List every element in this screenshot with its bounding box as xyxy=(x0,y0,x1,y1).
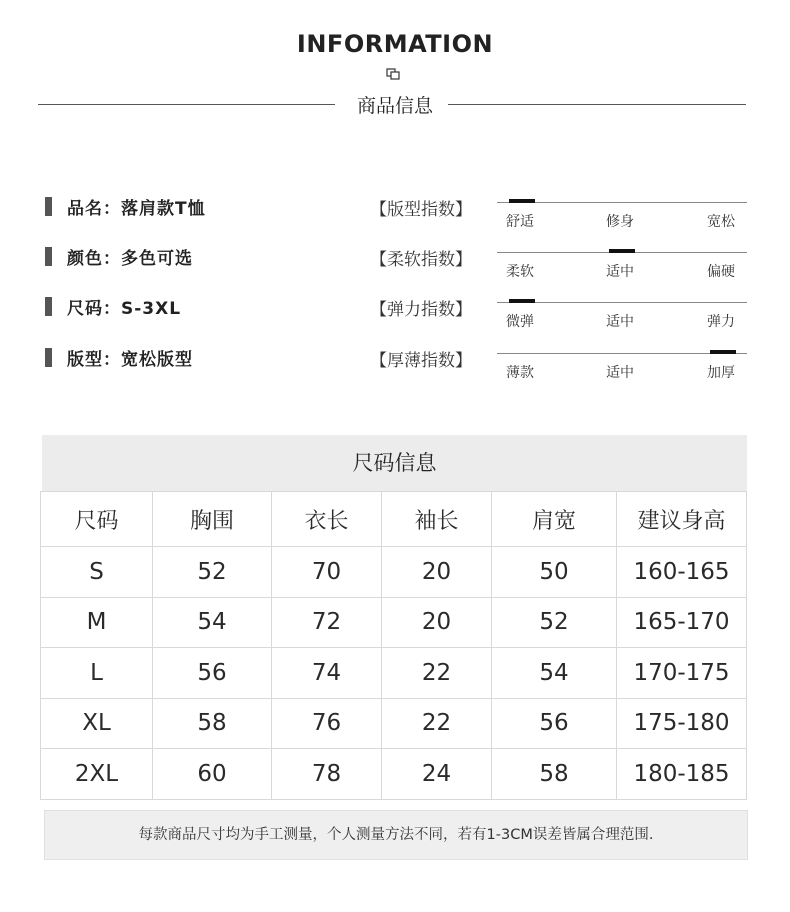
table-row xyxy=(41,547,747,598)
scale-option: 加厚 xyxy=(707,365,735,381)
scale-option: 修身 xyxy=(606,214,634,230)
scale-option: 舒适 xyxy=(506,214,534,230)
scale-option: 弹力 xyxy=(707,314,735,330)
table-cell: 20 xyxy=(382,597,492,648)
index-label-softness: 【柔软指数】 xyxy=(370,250,472,270)
measurement-note: 每款商品尺寸均为手工测量，个人测量方法不同，若有1-3CM误差皆属合理范围. xyxy=(44,810,748,860)
table-cell: 60 xyxy=(153,749,272,800)
scale-option: 适中 xyxy=(606,264,634,280)
table-row xyxy=(41,698,747,749)
bullet-bar xyxy=(45,297,52,316)
scale-option: 柔软 xyxy=(506,264,534,280)
table-cell: 20 xyxy=(382,547,492,598)
table-header-row xyxy=(41,492,747,547)
attribute-color xyxy=(45,243,193,269)
divider-left xyxy=(38,104,335,105)
scale-marker xyxy=(710,350,736,354)
bullet-bar xyxy=(45,197,52,216)
table-cell: 160-165 xyxy=(617,547,747,598)
attribute-text: 颜色：多色可选 xyxy=(67,248,193,269)
table-cell: 50 xyxy=(492,547,617,598)
index-label-elasticity: 【弹力指数】 xyxy=(370,300,472,320)
table-cell: 52 xyxy=(153,547,272,598)
table-cell: 22 xyxy=(382,648,492,699)
column-header: 衣长 xyxy=(272,492,382,547)
table-cell: 54 xyxy=(492,648,617,699)
table-cell: 76 xyxy=(272,698,382,749)
table-cell: 72 xyxy=(272,597,382,648)
scale-option: 适中 xyxy=(606,314,634,330)
table-row xyxy=(41,749,747,800)
page-title: INFORMATION xyxy=(296,30,494,58)
attribute-text: 尺码：S-3XL xyxy=(67,298,182,319)
attribute-text: 版型：宽松版型 xyxy=(67,349,193,370)
table-row xyxy=(41,597,747,648)
size-table xyxy=(40,491,747,800)
table-cell: 58 xyxy=(492,749,617,800)
table-cell: M xyxy=(41,597,153,648)
scale-marker xyxy=(509,299,535,303)
bullet-bar xyxy=(45,348,52,367)
table-cell: 175-180 xyxy=(617,698,747,749)
index-scale-elasticity xyxy=(497,302,747,336)
column-header: 尺码 xyxy=(41,492,153,547)
table-row xyxy=(41,648,747,699)
scale-option: 偏硬 xyxy=(707,264,735,280)
index-scale-softness xyxy=(497,252,747,286)
table-cell: 180-185 xyxy=(617,749,747,800)
attribute-name xyxy=(45,193,206,219)
column-header: 建议身高 xyxy=(617,492,747,547)
table-cell: 2XL xyxy=(41,749,153,800)
index-label-fit: 【版型指数】 xyxy=(370,200,472,220)
scale-option: 适中 xyxy=(606,365,634,381)
index-scale-fit xyxy=(497,202,747,236)
scale-option: 宽松 xyxy=(707,214,735,230)
table-cell: 58 xyxy=(153,698,272,749)
table-cell: 56 xyxy=(153,648,272,699)
copy-icon xyxy=(386,68,400,80)
scale-marker xyxy=(609,249,635,253)
index-scale-thickness xyxy=(497,353,747,387)
attribute-text: 品名：落肩款T恤 xyxy=(67,198,206,219)
table-cell: L xyxy=(41,648,153,699)
table-cell: 74 xyxy=(272,648,382,699)
column-header: 胸围 xyxy=(153,492,272,547)
divider-right xyxy=(448,104,746,105)
attribute-size xyxy=(45,293,181,319)
table-cell: XL xyxy=(41,698,153,749)
table-cell: 22 xyxy=(382,698,492,749)
table-cell: 24 xyxy=(382,749,492,800)
table-cell: S xyxy=(41,547,153,598)
table-cell: 165-170 xyxy=(617,597,747,648)
attribute-fit xyxy=(45,344,193,370)
table-cell: 78 xyxy=(272,749,382,800)
size-table-title: 尺码信息 xyxy=(42,435,747,491)
table-cell: 70 xyxy=(272,547,382,598)
index-label-thickness: 【厚薄指数】 xyxy=(370,351,472,371)
scale-option: 微弹 xyxy=(506,314,534,330)
scale-marker xyxy=(509,199,535,203)
column-header: 肩宽 xyxy=(492,492,617,547)
scale-option: 薄款 xyxy=(506,365,534,381)
table-cell: 170-175 xyxy=(617,648,747,699)
bullet-bar xyxy=(45,247,52,266)
section-subtitle: 商品信息 xyxy=(356,95,433,117)
table-cell: 56 xyxy=(492,698,617,749)
table-cell: 52 xyxy=(492,597,617,648)
table-cell: 54 xyxy=(153,597,272,648)
column-header: 袖长 xyxy=(382,492,492,547)
